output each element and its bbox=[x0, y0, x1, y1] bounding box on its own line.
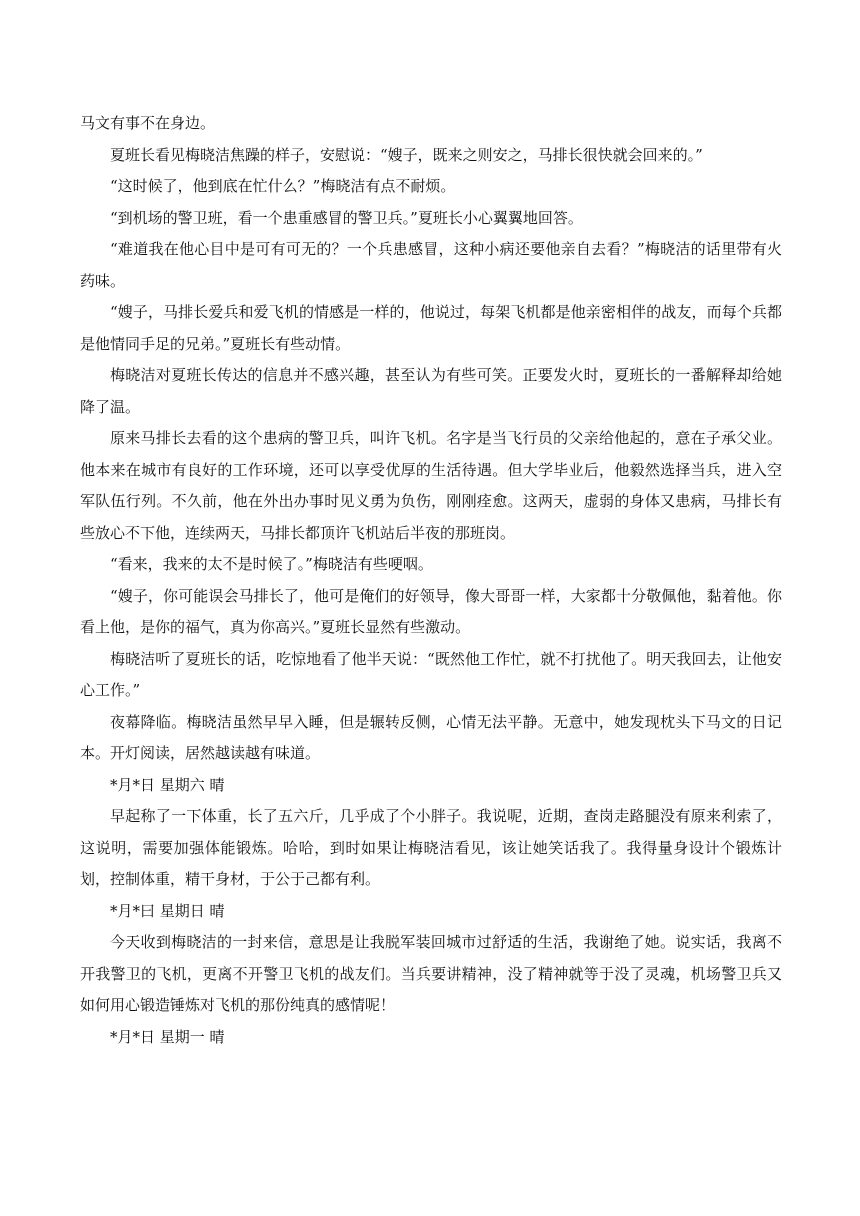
body-paragraph: “嫂子，马排长爱兵和爱飞机的情感是一样的，他说过，每架飞机都是他亲密相伴的战友，而每个兵都是他情同手足的兄弟。”夏班长有些动情。 bbox=[80, 303, 782, 353]
body-paragraph: 早起称了一下体重，长了五六斤，几乎成了个小胖子。我说呢，近期，查岗走路腿没有原来利索了，这说明，需要加强体能锻炼。哈哈，到时如果让梅晓洁看见，该让她笑话我了。我得量身设计个锻炼计划，控制体重，精干身材，于公于己都有利。 bbox=[80, 807, 782, 888]
body-paragraph: *月*日 星期一 晴 bbox=[110, 1027, 225, 1046]
body-paragraph: *月*日 星期六 晴 bbox=[110, 775, 225, 794]
body-paragraph: 梅晓洁听了夏班长的话，吃惊地看了他半天说：“既然他工作忙，就不打扰他了。明天我回去，让他安心工作。” bbox=[80, 649, 782, 699]
body-paragraph: “嫂子，你可能误会马排长了，他可是俺们的好领导，像大哥哥一样，大家都十分敬佩他，黏着他。你看上他，是你的福气，真为你高兴。”夏班长显然有些激动。 bbox=[80, 586, 782, 636]
body-paragraph: “这时候了，他到底在忙什么？”梅晓洁有点不耐烦。 bbox=[110, 177, 456, 195]
body-paragraph: 马文有事不在身边。 bbox=[80, 114, 216, 132]
body-paragraph: 夏班长看见梅晓洁焦躁的样子，安慰说：“嫂子，既来之则安之，马排长很快就会回来的。” bbox=[110, 145, 703, 164]
body-paragraph: 梅晓洁对夏班长传达的信息并不感兴趣，甚至认为有些可笑。正要发火时，夏班长的一番解释却给她降了温。 bbox=[80, 366, 782, 416]
body-paragraph: 原来马排长去看的这个患病的警卫兵，叫许飞机。名字是当飞行员的父亲给他起的，意在子承父业。他本来在城市有良好的工作环境，还可以享受优厚的生活待遇。但大学毕业后，他毅然选择当兵，进入空军队伍行列。不久前，他在外出办事时见义勇为负伤，刚刚痊愈。这两天，虚弱的身体又患病，马排长有些放心不下他，连续两天，马排长都顶许飞机站后半夜的那班岗。 bbox=[80, 429, 782, 542]
document-body bbox=[80, 108, 782, 1053]
body-paragraph: 夜幕降临。梅晓洁虽然早早入睡，但是辗转反侧，心情无法平静。无意中，她发现枕头下马文的日记本。开灯阅读，居然越读越有味道。 bbox=[80, 712, 782, 762]
body-paragraph: *月*曰 星期日 晴 bbox=[110, 901, 225, 920]
body-paragraph: 今天收到梅晓洁的一封来信，意思是让我脱军装回城市过舒适的生活，我谢绝了她。说实话，我离不开我警卫的飞机，更离不开警卫飞机的战友们。当兵要讲精神，没了精神就等于没了灵魂，机场警卫兵又如何用心锻造锤炼对飞机的那份纯真的感情呢！ bbox=[80, 933, 782, 1014]
body-paragraph: “看来，我来的太不是时候了。”梅晓洁有些哽咽。 bbox=[110, 555, 433, 573]
body-paragraph: “难道我在他心目中是可有可无的？一个兵患感冒，这种小病还要他亲自去看？”梅晓洁的话里带有火药味。 bbox=[80, 240, 782, 290]
body-paragraph: “到机场的警卫班，看一个患重感冒的警卫兵。”夏班长小心翼翼地回答。 bbox=[110, 208, 583, 227]
